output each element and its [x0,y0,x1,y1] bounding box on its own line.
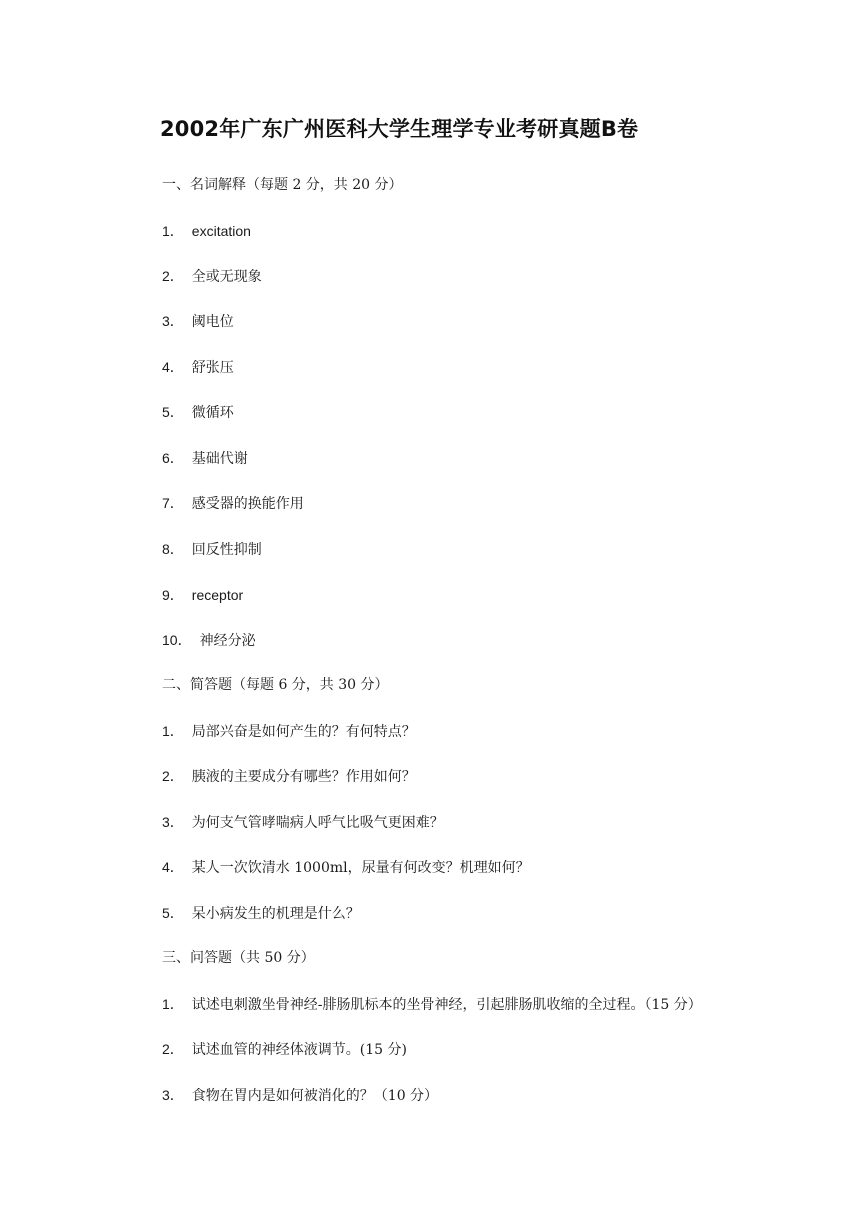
item-text: 阈电位 [191,314,234,330]
item-text: 试述血管的神经体液调节。(15 分) [191,1042,407,1058]
list-item [162,994,842,1015]
list-item [162,357,842,378]
item-number: 2． [162,268,184,284]
item-number: 3． [162,814,184,830]
item-number: 2． [162,1041,184,1057]
list-item [162,766,842,787]
item-text: 局部兴奋是如何产生的？有何特点？ [191,724,416,740]
item-number: 5． [162,404,184,420]
list-item [162,221,842,242]
section-2-heading: 二、简答题（每题 6 分，共 30 分） [162,677,389,693]
item-number: 6． [162,450,184,466]
item-text: 胰液的主要成分有哪些？作用如何？ [191,769,416,785]
item-text: 微循环 [191,405,234,421]
list-item [162,448,842,469]
item-number: 3． [162,313,184,329]
item-number: 5． [162,905,184,921]
item-text: 舒张压 [191,360,234,376]
list-item [162,539,842,560]
section-3-heading: 三、问答题（共 50 分） [162,950,315,966]
item-text: 试述电刺激坐骨神经-腓肠肌标本的坐骨神经，引起腓肠肌收缩的全过程。（15 分） [191,997,702,1013]
list-item [162,1085,842,1106]
item-text: receptor [191,587,244,603]
item-number: 9． [162,587,184,603]
item-text: 感受器的换能作用 [191,496,304,512]
item-text: 全或无现象 [191,269,262,285]
item-number: 4． [162,359,184,375]
list-item [162,857,842,878]
list-item [162,311,842,332]
section-1-heading: 一、名词解释（每题 2 分，共 20 分） [162,177,403,193]
list-item [162,1039,842,1060]
list-item [162,812,842,833]
item-number: 10． [162,632,192,648]
item-number: 1． [162,223,184,239]
item-text: excitation [191,223,251,239]
item-text: 为何支气管哮喘病人呼气比吸气更困难？ [191,815,444,831]
item-number: 2． [162,768,184,784]
document-title: 2002年广东广州医科大学生理学专业考研真题B卷 [160,117,639,141]
list-item [162,630,842,651]
list-item [162,721,842,742]
item-number: 7． [162,495,184,511]
item-number: 8． [162,541,184,557]
item-number: 1． [162,723,184,739]
list-item [162,266,842,287]
item-text: 食物在胃内是如何被消化的？（10 分） [191,1088,439,1104]
item-number: 3． [162,1087,184,1103]
list-item [162,402,842,423]
item-text: 某人一次饮清水 1000ml，尿量有何改变？机理如何？ [191,860,530,876]
item-text: 回反性抑制 [191,542,262,558]
item-number: 4． [162,859,184,875]
list-item [162,585,842,606]
item-text: 基础代谢 [191,451,248,467]
item-text: 呆小病发生的机理是什么？ [191,906,360,922]
item-text: 神经分泌 [199,633,256,649]
item-number: 1． [162,996,184,1012]
list-item [162,903,842,924]
list-item [162,493,842,514]
